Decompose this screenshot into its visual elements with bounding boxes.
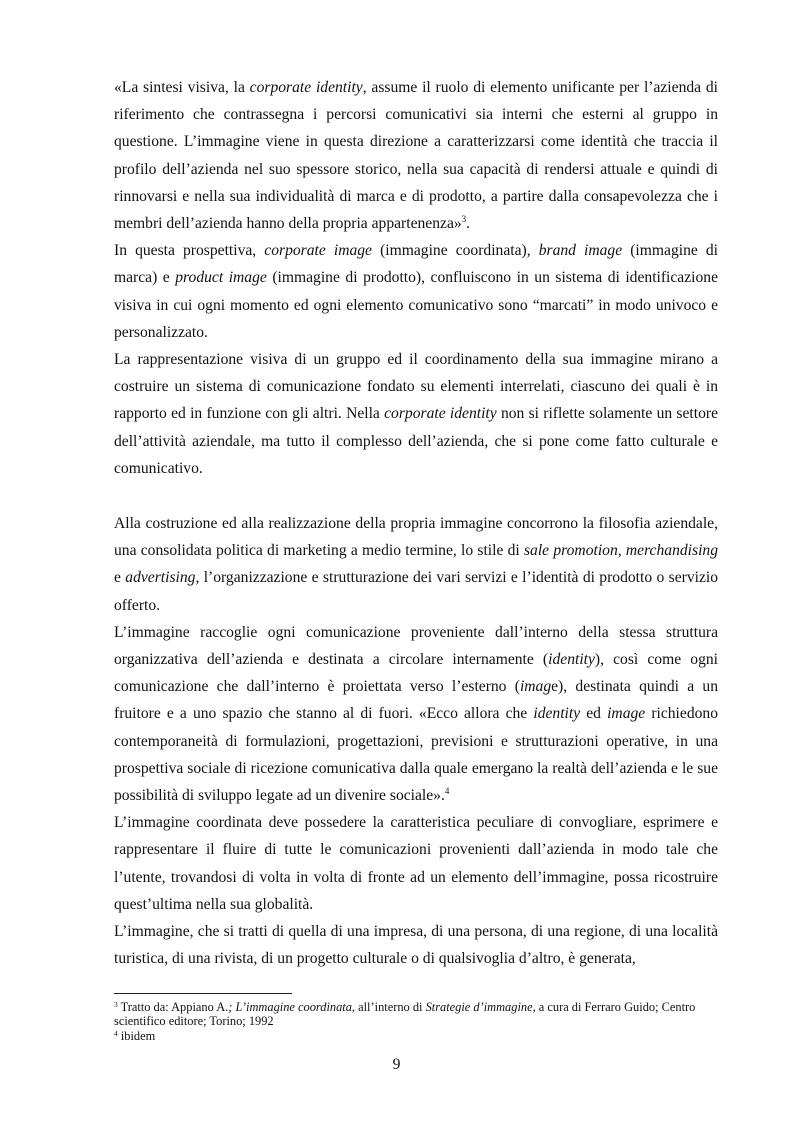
text-run: La rappresentazione visiva di un gruppo ed il coordinamento della sua immagine mirano a costruire un sistema di comunicazione fondato su elementi interrelati, ciascuno dei quali è in rapporto ed in funzione con gli altri. Nella xyxy=(114,351,718,423)
paragraph xyxy=(114,510,718,619)
paragraph xyxy=(114,74,718,237)
footnote xyxy=(114,1029,718,1043)
text-run: (immagine di marca) e xyxy=(114,242,719,287)
italic-term: imag xyxy=(519,678,552,696)
paragraph-gap xyxy=(114,482,718,510)
footnote-marker: 3 xyxy=(461,214,467,225)
italic-term: corporate image xyxy=(264,242,372,260)
text-run: ibidem xyxy=(117,1028,156,1043)
page-number: 9 xyxy=(392,1056,401,1073)
text-run: e), destinata quindi a un fruitore e a uno spazio che stanno al di fuori. «Ecco allora che xyxy=(114,678,718,723)
body-text xyxy=(114,74,718,973)
footnote xyxy=(114,1000,718,1029)
text-run: , assume il ruolo di elemento unificante per l’azienda di riferimento che contrassegna i percorsi comunicativi sia interni che esterni al gruppo in questione. L’immagine viene in questa direzione a caratterizzarsi come identità che traccia il profilo dell’azienda nel suo spessore storico, nella sua capacità di rendersi attuale e quindi di rinnovarsi e nella sua individualità di marca e di prodotto, a partire dalla consapevolezza che i membri dell’azienda hanno della propria appartenenza» xyxy=(114,79,718,233)
text-run: richiedono contemporaneità di formulazioni, progettazioni, previsioni e strutturazioni operative, in una prospettiva sociale di ricezione comunicativa dalla quale emergano la realtà dell’azienda e le sue possibilità di sviluppo legate ad un divenire sociale». xyxy=(114,705,719,805)
italic-term: identity xyxy=(533,705,581,723)
text-run: non si riflette solamente un settore dell’attività aziendale, ma tutto il complesso dell’azienda, che si pone come fatto culturale e comunicativo. xyxy=(114,405,718,477)
text-run: Tratto da: Appiano A. xyxy=(117,1000,229,1014)
text-run: (immagine di prodotto), confluiscono in un sistema di identificazione visiva in cui ogni momento ed ogni elemento comunicativo sono “marcati” in modo univoco e personalizzato. xyxy=(114,269,718,341)
paragraph xyxy=(114,346,718,482)
text-run: L’immagine coordinata deve possedere la caratteristica peculiare di convogliare, esprimere e rappresentare il fluire di tutte le comunicazioni provenienti dall’azienda in modo tale che l’utente, trovandosi di volta in volta di fronte ad un elemento dell’immagine, possa ricostruire quest’ultima nella sua globalità. xyxy=(114,814,718,913)
paragraph xyxy=(114,619,718,809)
paragraph xyxy=(114,918,718,972)
footnotes xyxy=(114,1000,718,1043)
italic-term: corporate identity xyxy=(249,79,363,96)
text-run: (immagine coordinata) xyxy=(371,242,527,260)
text-run: , all’interno di xyxy=(351,1000,426,1014)
text-run: , a cura di Ferraro Guido; Centro scientifico editore; Torino; 1992 xyxy=(114,1000,696,1029)
italic-term: identity xyxy=(548,651,595,669)
text-run: In questa prospettiva, xyxy=(114,242,265,260)
italic-term: image xyxy=(607,705,646,723)
text-run: L’immagine raccoglie ogni comunicazione proveniente dall’interno della stessa struttura organizzativa dell’azienda e destinata a circolare internamente ( xyxy=(114,623,718,669)
italic-term: sale promotion, merchandising xyxy=(523,542,718,560)
italic-term: advertising xyxy=(125,569,196,587)
text-run: . xyxy=(466,215,471,233)
footnote-separator xyxy=(114,993,292,994)
italic-term: Strategie d’immagine xyxy=(425,1000,533,1014)
footnote-marker: 4 xyxy=(114,1028,118,1038)
paragraph xyxy=(114,237,718,346)
italic-term: corporate identity xyxy=(384,405,497,423)
text-run: L’immagine, che si tratti di quella di una impresa, di una persona, di una regione, di una località turistica, di una rivista, di un progetto culturale o di qualsivoglia d’altro, è generata, xyxy=(114,923,718,968)
text-run: ), così come ogni comunicazione che dall’interno è proiettata verso l’esterno ( xyxy=(114,651,718,696)
text-run: Alla costruzione ed alla realizzazione della propria immagine concorrono la filosofia aziendale, una consolidata politica di marketing a medio termine, lo stile di xyxy=(114,515,718,560)
italic-term: product image xyxy=(175,269,267,287)
footnote-marker: 3 xyxy=(114,1000,118,1009)
text-run: ed xyxy=(580,705,608,723)
text-run: e xyxy=(114,569,126,587)
paragraph xyxy=(114,809,718,918)
text-run: «La sintesi visiva, la xyxy=(114,79,250,96)
footnote-marker: 4 xyxy=(444,786,450,797)
italic-term: , brand image xyxy=(526,242,623,260)
italic-term: ; L’immagine coordinata xyxy=(228,1000,352,1014)
text-run: , l’organizzazione e strutturazione dei vari servizi e l’identità di prodotto o servizio offerto. xyxy=(114,569,718,614)
